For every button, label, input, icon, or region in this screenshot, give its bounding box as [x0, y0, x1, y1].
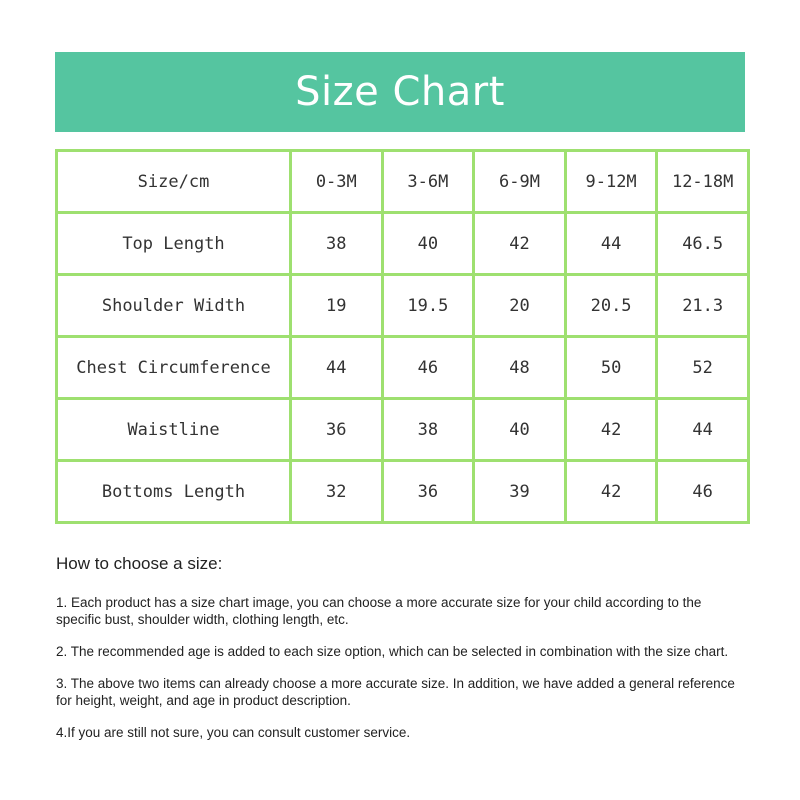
table-cell: 44	[291, 337, 383, 399]
row-label: Shoulder Width	[57, 275, 291, 337]
row-label: Top Length	[57, 213, 291, 275]
table-cell: 19	[291, 275, 383, 337]
table-row	[57, 275, 749, 337]
table-cell: 40	[382, 213, 474, 275]
table-cell: 40	[474, 399, 566, 461]
table-cell: 32	[291, 461, 383, 523]
page-title: Size Chart	[295, 69, 505, 115]
column-header: 12-18M	[657, 151, 749, 213]
table-cell: 20.5	[565, 275, 657, 337]
table-cell: 46.5	[657, 213, 749, 275]
guide-item: 3. The above two items can already choose a more accurate size. In addition, we have added a general reference for height, weight, and age in product description.	[56, 676, 735, 708]
row-label: Waistline	[57, 399, 291, 461]
table-cell: 48	[474, 337, 566, 399]
table-cell: 20	[474, 275, 566, 337]
table-cell: 36	[291, 399, 383, 461]
table-row	[57, 399, 749, 461]
table-cell: 42	[565, 461, 657, 523]
column-header: Size/cm	[57, 151, 291, 213]
row-label: Bottoms Length	[57, 461, 291, 523]
column-header: 6-9M	[474, 151, 566, 213]
table-cell: 52	[657, 337, 749, 399]
title-banner	[55, 52, 745, 132]
table-cell: 21.3	[657, 275, 749, 337]
table-cell: 39	[474, 461, 566, 523]
guide-item: 4.If you are still not sure, you can consult customer service.	[56, 725, 411, 740]
column-header: 3-6M	[382, 151, 474, 213]
table-cell: 46	[382, 337, 474, 399]
size-table	[55, 149, 750, 524]
guide-item: 1. Each product has a size chart image, you can choose a more accurate size for your child according to the specific bust, shoulder width, clothing length, etc.	[56, 595, 702, 627]
table-cell: 42	[565, 399, 657, 461]
table-row	[57, 337, 749, 399]
guide-title: How to choose a size:	[56, 554, 223, 573]
table-cell: 46	[657, 461, 749, 523]
table-cell: 38	[382, 399, 474, 461]
row-label: Chest Circumference	[57, 337, 291, 399]
table-cell: 44	[657, 399, 749, 461]
guide-item: 2. The recommended age is added to each size option, which can be selected in combination with the size chart.	[56, 644, 729, 659]
table-row	[57, 213, 749, 275]
table-row	[57, 461, 749, 523]
table-cell: 38	[291, 213, 383, 275]
table-cell: 50	[565, 337, 657, 399]
table-header-row	[57, 151, 749, 213]
column-header: 9-12M	[565, 151, 657, 213]
table-cell: 36	[382, 461, 474, 523]
table-cell: 42	[474, 213, 566, 275]
size-guide	[56, 553, 746, 756]
table-cell: 44	[565, 213, 657, 275]
column-header: 0-3M	[291, 151, 383, 213]
table-cell: 19.5	[382, 275, 474, 337]
